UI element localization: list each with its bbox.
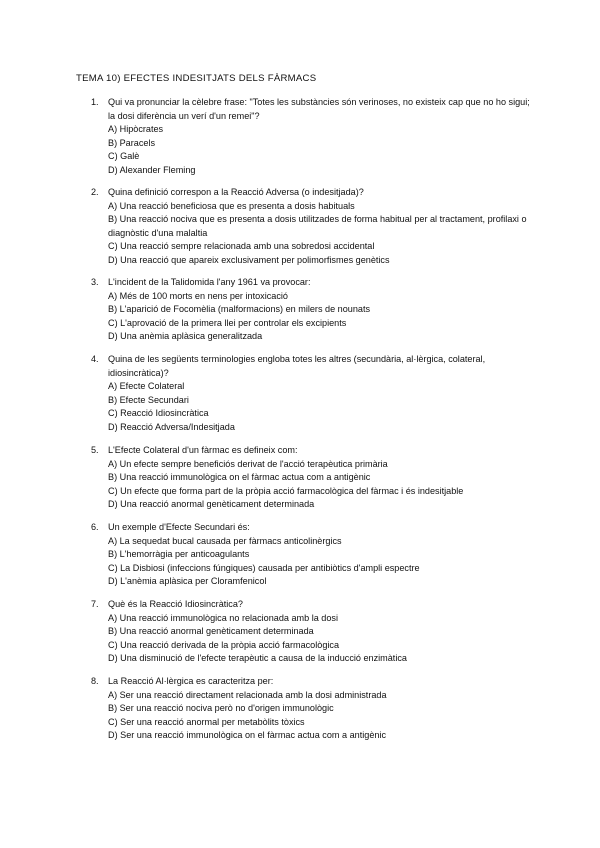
option-c: C) Galè (108, 151, 140, 162)
option-c: C) La Disbiosi (infeccions fúngiques) causada per antibiòtics d'ampli espectre (108, 562, 420, 573)
option-c: C) Una reacció derivada de la pròpia acció farmacològica (108, 639, 339, 650)
page-title: TEMA 10) EFECTES INDESITJATS DELS FÀRMACS (76, 73, 317, 84)
option-b: B) Una reacció nociva que es presenta a dosis utilitzades de forma habitual per al tractament, profilaxi o diagnòstic d'una malaltia (108, 214, 527, 238)
options-list (108, 612, 531, 666)
question-number: 6. (91, 522, 99, 532)
option-c: C) Un efecte que forma part de la pròpia acció farmacològica del fàrmac i és indesitjable (108, 485, 464, 496)
question-7 (91, 598, 531, 666)
question-4 (91, 353, 531, 435)
option-d: D) Reacció Adversa/Indesitjada (108, 421, 235, 432)
option-a: A) Un efecte sempre beneficiós derivat de l'acció terapèutica primària (108, 458, 388, 469)
option-d: D) Una anèmia aplàsica generalitzada (108, 331, 263, 342)
option-d: D) Alexander Fleming (108, 164, 196, 175)
question-text: L'Efecte Colateral d'un fàrmac es defineix com: (108, 445, 298, 455)
option-d: D) Una disminució de l'efecte terapèutic a causa de la inducció enzimàtica (108, 653, 407, 664)
option-b: B) Ser una reacció nociva però no d'origen immunològic (108, 703, 334, 714)
options-list (108, 535, 531, 589)
question-6 (91, 521, 531, 589)
option-a: A) Una reacció beneficiosa que es presenta a dosis habituals (108, 200, 355, 211)
question-1 (91, 96, 531, 178)
option-d: D) L'anèmia aplàsica per Cloramfenicol (108, 576, 267, 587)
question-text: Un exemple d'Efecte Secundari és: (108, 522, 250, 532)
option-b: B) L'aparició de Focomèlia (malformacions) en milers de nounats (108, 304, 371, 315)
option-a: A) Ser una reacció directament relacionada amb la dosi administrada (108, 689, 387, 700)
question-number: 3. (91, 277, 99, 287)
question-number: 4. (91, 354, 99, 364)
question-text: Què és la Reacció Idiosincràtica? (108, 599, 243, 609)
options-list (108, 380, 531, 434)
option-c: C) Reacció Idiosincràtica (108, 408, 209, 419)
option-c: C) Ser una reacció anormal per metabòlits tòxics (108, 716, 305, 727)
option-c: C) Una reacció sempre relacionada amb una sobredosi accidental (108, 241, 375, 252)
option-d: D) Una reacció que apareix exclusivament per polimorfismes genètics (108, 254, 390, 265)
question-number: 7. (91, 599, 99, 609)
option-b: B) Una reacció anormal genèticament determinada (108, 626, 314, 637)
option-a: A) Més de 100 morts en nens per intoxicació (108, 290, 288, 301)
options-list (108, 123, 531, 177)
option-a: A) Una reacció immunològica no relacionada amb la dosi (108, 612, 338, 623)
question-text: L'incident de la Talidomida l'any 1961 va provocar: (108, 277, 311, 287)
question-text: La Reacció Al·lèrgica es caracteritza per: (108, 676, 274, 686)
question-number: 8. (91, 676, 99, 686)
option-b: B) Paracels (108, 137, 156, 148)
option-a: A) Efecte Colateral (108, 381, 185, 392)
question-3 (91, 276, 531, 344)
question-text: Quina definició correspon a la Reacció Adversa (o indesitjada)? (108, 187, 364, 197)
question-5 (91, 444, 531, 512)
option-b: B) Efecte Secundari (108, 394, 189, 405)
question-text: Quina de les següents terminologies engloba totes les altres (secundària, al·lèrgica, colateral, idiosincràtica)? (108, 354, 486, 378)
option-b: B) Una reacció immunològica on el fàrmac actua com a antigènic (108, 472, 371, 483)
option-a: A) Hipòcrates (108, 124, 164, 135)
question-number: 5. (91, 445, 99, 455)
option-a: A) La sequedat bucal causada per fàrmacs anticolinèrgics (108, 535, 342, 546)
option-c: C) L'aprovació de la primera llei per controlar els excipients (108, 317, 347, 328)
question-2 (91, 186, 531, 268)
option-b: B) L'hemorràgia per anticoagulants (108, 549, 250, 560)
question-8 (91, 675, 531, 743)
question-number: 2. (91, 187, 99, 197)
option-d: D) Una reacció anormal genèticament determinada (108, 499, 315, 510)
options-list (108, 689, 531, 743)
question-text: Qui va pronunciar la cèlebre frase: "Totes les substàncies són verinoses, no existeix cap que no ho sigui; la dosi diferència un verí d'un remei"? (108, 97, 530, 121)
options-list (108, 458, 531, 512)
question-number: 1. (91, 97, 99, 107)
options-list (108, 200, 531, 268)
option-d: D) Ser una reacció immunològica on el fàrmac actua com a antigènic (108, 730, 386, 741)
options-list (108, 290, 531, 344)
